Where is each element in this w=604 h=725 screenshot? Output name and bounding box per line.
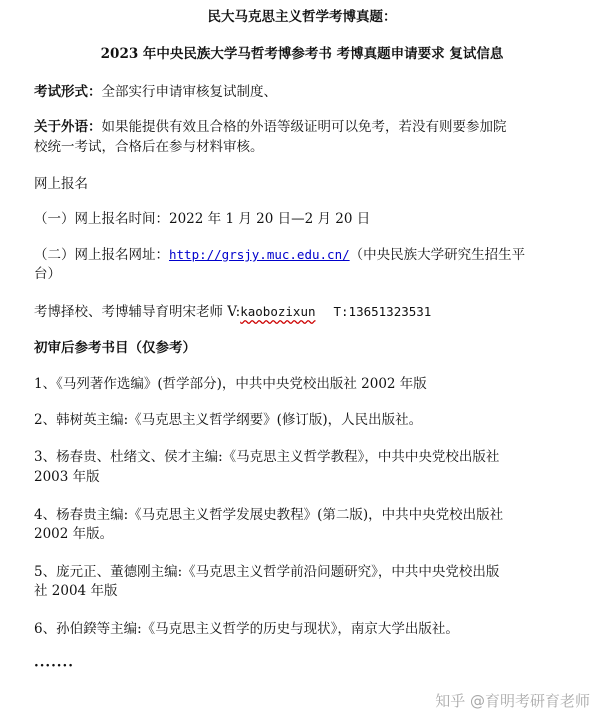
language-text-1: 如果能提供有效且合格的外语等级证明可以免考，若没有则要参加院 — [101, 119, 507, 135]
book-item-4-line1: 4、杨春贵主编:《马克思主义哲学发展史教程》(第二版)，中共中央党校出版社 — [34, 507, 504, 523]
zhihu-watermark: 知乎 @育明考研育老师 — [435, 692, 590, 710]
book-item-1: 1、《马列著作选编》(哲学部分)，中共中央党校出版社 2002 年版 — [34, 376, 427, 392]
book-item-4-line2: 2002 年版。 — [34, 526, 114, 542]
book-item-3-line1: 3、杨春贵、杜绪文、侯才主编:《马克思主义哲学教程》，中共中央党校出版社 — [34, 449, 500, 465]
registration-site-link[interactable]: http://grsjy.muc.edu.cn/ — [169, 247, 350, 262]
registration-time: （一）网上报名时间：2022 年 1 月 20 日—2 月 20 日 — [34, 211, 371, 227]
language-paragraph-line1 — [34, 118, 507, 136]
book-item-5-line2: 社 2004 年版 — [34, 583, 118, 599]
contact-line — [34, 303, 431, 321]
registration-site-line2: 台） — [34, 266, 61, 282]
doc-title-line1: 民大马克思主义哲学考博真题： — [207, 9, 397, 25]
book-item-6: 6、孙伯鍨等主编:《马克思主义哲学的历史与现状》，南京大学出版社。 — [34, 621, 459, 637]
exam-form-label: 考试形式： — [34, 84, 102, 100]
online-registration-heading: 网上报名 — [34, 176, 88, 192]
contact-prefix: 考博择校、考博辅导育明宋老师 V: — [34, 304, 241, 320]
contact-phone: T:13651323531 — [333, 304, 432, 319]
registration-site-line1 — [34, 246, 525, 264]
doc-title-line2: 2023 年中央民族大学马哲考博参考书 考博真题申请要求 复试信息 — [100, 46, 504, 62]
registration-site-prefix: （二）网上报名网址： — [34, 247, 169, 263]
language-paragraph-line2: 校统一考试，合格后在参与材料审核。 — [34, 139, 264, 155]
registration-site-suffix: （中央民族大学研究生招生平 — [349, 247, 526, 263]
book-item-3-line2: 2003 年版 — [34, 469, 100, 485]
contact-wechat: kaobozixun — [240, 304, 316, 319]
exam-form-text: 全部实行申请审核复试制度、 — [101, 84, 277, 100]
book-item-2: 2、韩树英主编:《马克思主义哲学纲要》(修订版)，人民出版社。 — [34, 412, 423, 428]
exam-form-paragraph — [34, 83, 277, 101]
books-heading: 初审后参考书目（仅参考） — [34, 340, 196, 356]
ellipsis: ······· — [34, 658, 74, 674]
language-label: 关于外语： — [34, 119, 102, 135]
book-item-5-line1: 5、庞元正、董德刚主编:《马克思主义哲学前沿问题研究》，中共中央党校出版 — [34, 564, 500, 580]
